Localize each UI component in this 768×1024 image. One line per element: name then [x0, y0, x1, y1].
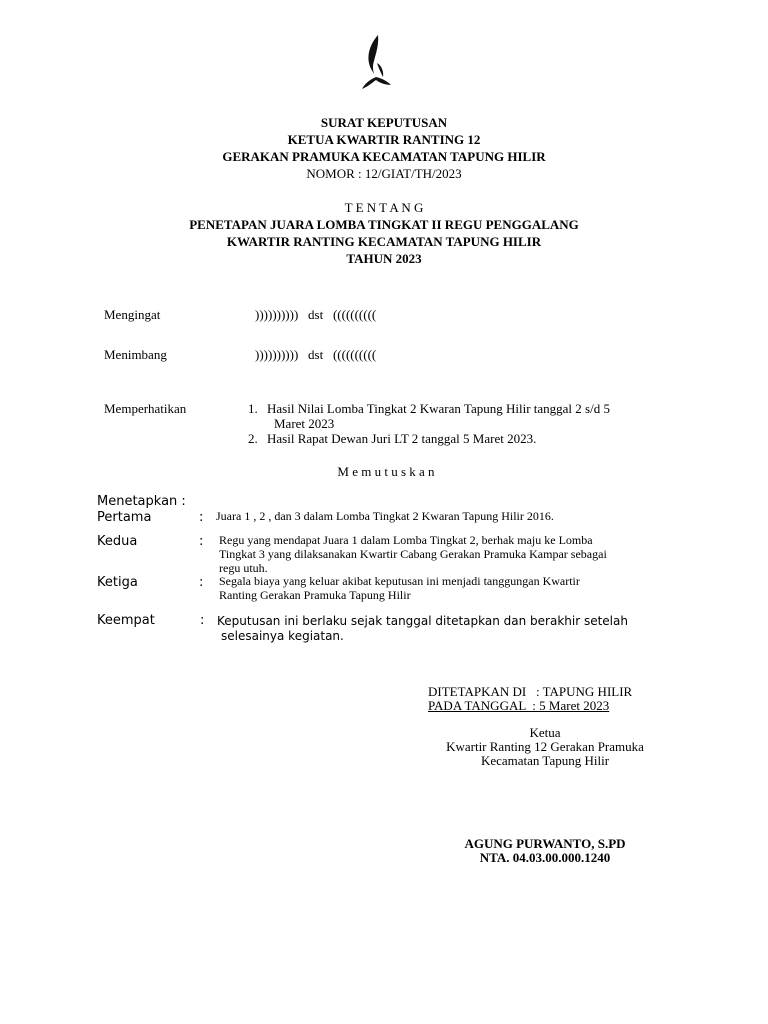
pertama-text: Juara 1 , 2 , dan 3 dalam Lomba Tingkat 2 Kwaran Tapung Hilir 2016. — [216, 509, 554, 523]
signer-org-1: Kwartir Ranting 12 Gerakan Pramuka — [446, 739, 644, 754]
keempat-line-1: Keputusan ini berlaku sejak tanggal ditetapkan dan berakhir setelah — [217, 614, 628, 628]
kedua-colon: : — [199, 534, 204, 549]
ketiga-colon: : — [199, 575, 204, 590]
tentang-label: T E N T A N G — [344, 200, 424, 215]
ketiga-line-2: Ranting Gerakan Pramuka Tapung Hilir — [219, 588, 411, 602]
memperhatikan-item-1-num: 1. — [248, 401, 258, 416]
ketiga-label: Ketiga — [97, 575, 138, 590]
pramuka-logo-icon — [357, 33, 397, 93]
memperhatikan-item-1-line-1: Hasil Nilai Lomba Tingkat 2 Kwaran Tapung Hilir tanggal 2 s/d 5 — [267, 401, 610, 416]
signer-org-2: Kecamatan Tapung Hilir — [480, 753, 610, 768]
doc-title: SURAT KEPUTUSAN — [320, 115, 448, 130]
doc-org: GERAKAN PRAMUKA KECAMATAN TAPUNG HILIR — [222, 149, 546, 164]
memutuskan-heading: M e m u t u s k a n — [337, 464, 435, 479]
pertama-colon: : — [199, 510, 204, 525]
ditetapkan-di: DITETAPKAN DI : TAPUNG HILIR — [428, 684, 633, 699]
kedua-label: Kedua — [97, 534, 138, 549]
doc-issuer: KETUA KWARTIR RANTING 12 — [287, 132, 481, 147]
tentang-line-2: KWARTIR RANTING KECAMATAN TAPUNG HILIR — [226, 234, 542, 249]
signer-nta: NTA. 04.03.00.000.1240 — [479, 850, 611, 865]
mengingat-label: Mengingat — [104, 307, 161, 322]
memperhatikan-item-1-line-2: Maret 2023 — [274, 416, 335, 431]
ketiga-line-1: Segala biaya yang keluar akibat keputusan ini menjadi tanggungan Kwartir — [219, 574, 580, 588]
keempat-label: Keempat — [97, 613, 155, 628]
keempat-line-2: selesainya kegiatan. — [221, 629, 344, 643]
signer-role: Ketua — [529, 725, 561, 740]
memperhatikan-item-2-line-1: Hasil Rapat Dewan Juri LT 2 tanggal 5 Maret 2023. — [267, 431, 537, 446]
menimbang-label: Menimbang — [104, 347, 167, 362]
tentang-line-1: PENETAPAN JUARA LOMBA TINGKAT II REGU PENGGALANG — [189, 217, 579, 232]
pertama-label: Pertama — [97, 510, 152, 525]
kedua-line-2: Tingkat 3 yang dilaksanakan Kwartir Cabang Gerakan Pramuka Kampar sebagai — [219, 547, 607, 561]
pada-tanggal: PADA TANGGAL : 5 Maret 2023 — [428, 698, 610, 713]
memperhatikan-label: Memperhatikan — [104, 401, 187, 416]
doc-number: NOMOR : 12/GIAT/TH/2023 — [306, 166, 462, 181]
mengingat-value: )))))))))) dst (((((((((( — [255, 307, 377, 322]
memperhatikan-item-2-num: 2. — [248, 431, 258, 446]
tentang-line-3: TAHUN 2023 — [346, 251, 422, 266]
menetapkan-label: Menetapkan : — [97, 494, 186, 509]
kedua-line-1: Regu yang mendapat Juara 1 dalam Lomba Tingkat 2, berhak maju ke Lomba — [219, 533, 593, 547]
menimbang-value: )))))))))) dst (((((((((( — [255, 347, 377, 362]
signer-name: AGUNG PURWANTO, S.PD — [464, 836, 626, 851]
kedua-line-3: regu utuh. — [219, 561, 268, 575]
keempat-colon: : — [200, 613, 205, 628]
